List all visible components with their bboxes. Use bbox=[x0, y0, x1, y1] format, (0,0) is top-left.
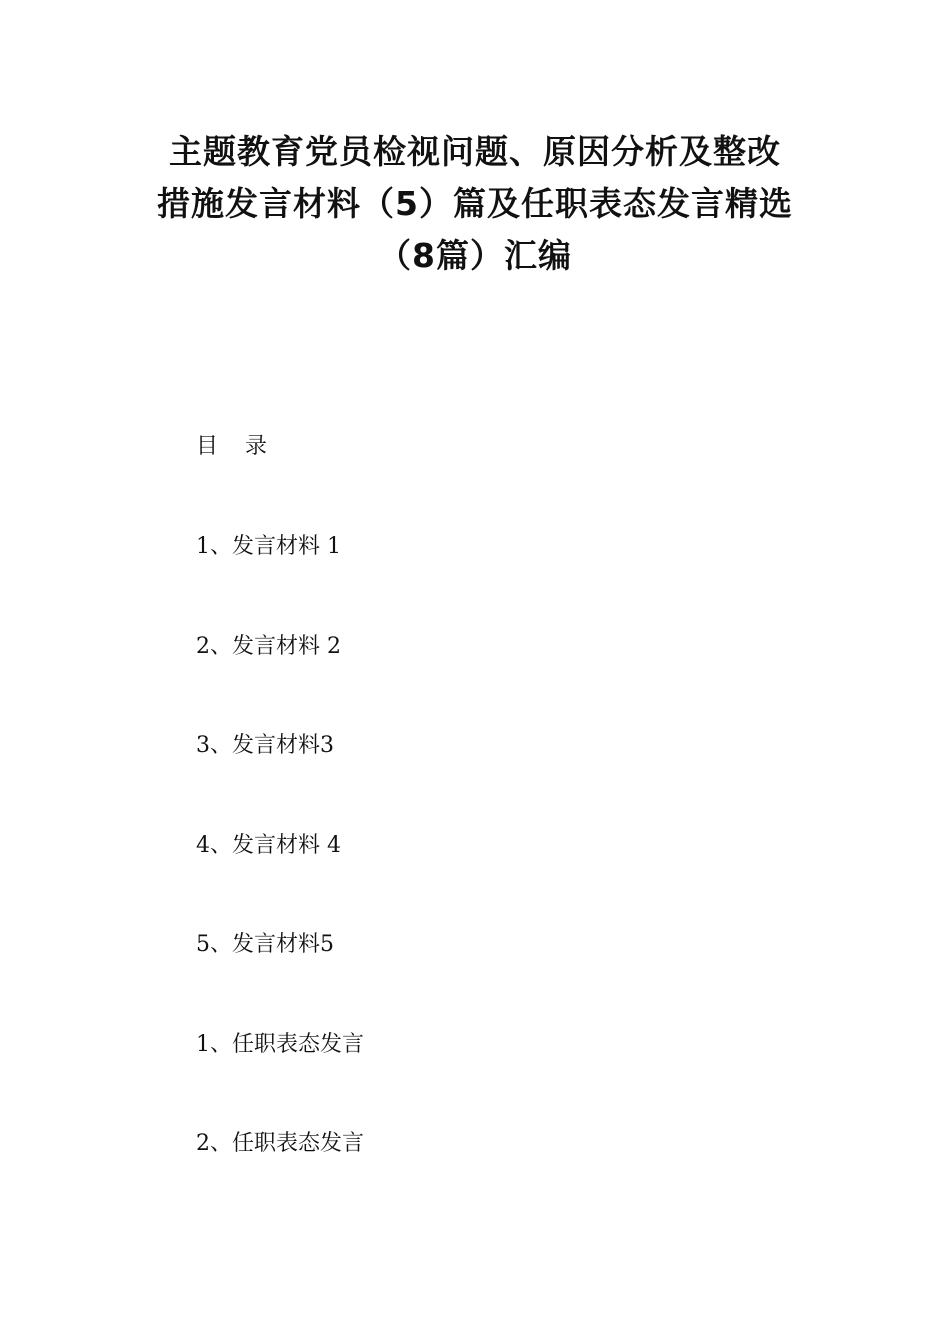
document-title bbox=[110, 126, 840, 282]
title-line-2: 措施发言材料（5）篇及任职表态发言精选 bbox=[157, 184, 793, 223]
toc-item-appointment-speech-2[interactable]: 2、任职表态发言 bbox=[196, 1131, 364, 1156]
toc-item-speech-5[interactable]: 5、发言材料5 bbox=[196, 932, 334, 957]
toc-item-speech-2[interactable]: 2、发言材料 2 bbox=[196, 633, 341, 659]
toc-item-speech-1[interactable]: 1、发言材料 1 bbox=[196, 534, 341, 559]
toc-item-speech-3[interactable]: 3、发言材料3 bbox=[196, 733, 334, 758]
title-line-1: 主题教育党员检视问题、原因分析及整改 bbox=[169, 132, 781, 171]
table-of-contents bbox=[196, 532, 364, 1229]
toc-item-appointment-speech-1[interactable]: 1、任职表态发言 bbox=[196, 1031, 364, 1057]
title-line-3: （8篇）汇编 bbox=[378, 236, 572, 275]
toc-heading: 目 录 bbox=[196, 434, 277, 459]
toc-item-speech-4[interactable]: 4、发言材料 4 bbox=[196, 832, 341, 858]
